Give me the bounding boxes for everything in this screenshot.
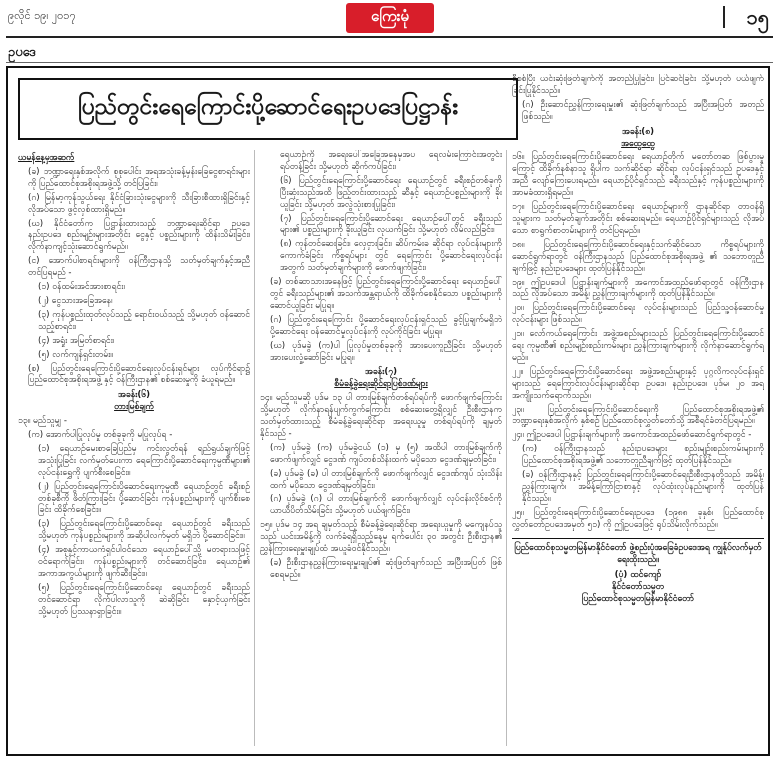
signatory-name: (ပုံ) ထင်ကျော် (614, 570, 662, 581)
list-item: (၆) ပြည်တွင်းရေကြောင်းပို့ဆောင်ရေး ရေယာဉ်တွင် ခရီးစဉ်တစ်ခုကို ပြီးဆုံးသည်အထိ ဖြည့်တင်းထားသည့် ဆီနှင့် ရေယာဉ်ပစ္စည်းများကို ခိုးယူခြင်း သို့မဟုတ် အလွဲသုံးစားပြုခြင်း၊ (280, 175, 502, 210)
paragraph: (ခ) ပုဒ်မခွဲ (ခ) ပါ တားမြစ်ချက်ကို ဖောက်ဖျက်လျှင် ငွေဒဏ်ကျပ် သုံးသိန်းထက် မပိုသော ငွေဒဏ်ချမှတ်ခြင်း၊ (270, 468, 502, 491)
section-paragraph: ၁၆။ ပြည်တွင်းရေကြောင်းပို့ဆောင်ရေး ရေယာဉ်တိုက် မတော်တဆ ဖြစ်ပွားမှုကြောင့် ထိခိုက်နစ်နာသူ ရှိပါက သက်ဆိုင်ရာ ဆိုင်ရာ လုပ်ငန်းရှင်သည် ဥပဒေနှင့်အညီ လျော်ကြေးပေးရမည်။ ရေယာဉ်ပိုင်ရှင်သည် ခရီးသည်နှင့် ကုန်ပစ္စည်းများကို အာမခံထားရှိရမည်။ (512, 152, 764, 199)
paragraph: (ခ) တစ်ဆာသားအနေဖြင့် ပြည်တွင်းရေကြောင်းပို့ဆောင်ရေး ရေယာဉ်ပေါ်တွင် ခရီးသည်များ၏ အသက်အန္တရာယ်ကို ထိခိုက်စေနိုင်သော ပစ္စည်းများကို ဆောင်ယူခြင်း မပြုရ။ (270, 277, 502, 311)
paragraph: (င) အောက်ပါစာရင်းများကို ဝန်ကြီးဌာနသို့ သတ်မှတ်ချက်နှင့်အညီ တင်ပြရမည် - (28, 256, 250, 279)
paragraph: (ဃ) ပုဒ်မခွဲ (က)ပါ ပြုလုပ်မှုတစ်ခုခုကို အားပေးကူညီခြင်း သို့မဟုတ် အားပေးလှုံ့ဆော်ခြင်း မပြုရ။ (270, 340, 502, 363)
article-column-3 (512, 74, 764, 750)
list-item: (၁) ဝန်ထမ်းအင်အားစာရင်း၊ (38, 282, 125, 293)
column-divider (254, 150, 255, 746)
section-label: ဥပဒေ (8, 45, 36, 60)
paragraph: (ခ) ဘဏ္ဍာရေးနှစ်အလိုက် စုစုပေါင်း အရအသုံးခန့်မှန်းခြေငွေစာရင်းများကို ပြည်ထောင်စုအစိုးရအဖွဲ့သို့ တင်ပြခြင်း၊ (28, 166, 250, 189)
signatory-country: ပြည်ထောင်စုသမ္မတမြန်မာနိုင်ငံတော် (581, 594, 695, 605)
section-paragraph: ၁၃။ မည်သူမျှ - (18, 416, 67, 427)
page-number-divider (723, 6, 725, 28)
list-item: (၅) လက်ကျန်ရှင်းတမ်း။ (38, 349, 113, 360)
list-item: (၅) ပြည်တွင်းရေကြောင်းပို့ဆောင်ရေး ရေယာဉ်တွင် ခရီးသည်တင်ဆောင်ရာ လိုက်ပါလာသူကို ဆဲဆိုခြင်း နှောင့်ယှက်ခြင်း သို့မဟုတ် ပြဿနာရှာခြင်း။ (38, 582, 250, 617)
section-paragraph: ၂၄။ ဤဥပဒေပါ ပြဋ္ဌာန်းချက်များကို အကောင်အထည်ဖော်ဆောင်ရွက်ရာတွင် - (512, 430, 752, 441)
paragraph: (ဂ) ပုဒ်မခွဲ (ဂ) ပါ တားမြစ်ချက်ကို ဖောက်ဖျက်လျှင် လုပ်ငန်းလိုင်စင်ကို ယာယီပိတ်သိမ်းခြင်း သို့မဟုတ် ပယ်ဖျက်ခြင်း၊ (270, 494, 502, 517)
paragraph: (ခ) ဦးစီးဌာနညွှန်ကြားရေးမှူးချုပ်၏ ဆုံးဖြတ်ချက်သည် အပြီးအပြတ် ဖြစ်စေရမည်။ (270, 558, 502, 580)
section-paragraph: ၂၃။ ပြည်တွင်းရေကြောင်းပို့ဆောင်ရေးကို ပြည်ထောင်စုအစိုးရအဖွဲ့၏ ဘဏ္ဍာရေးနှစ်အလိုက် နှစ်စဉ် ပြည်ထောင်စုလွှတ်တော်သို့ အစီရင်ခံတင်ပြရမည်။ (512, 404, 764, 427)
section-paragraph: ၂၅။ ပြည်တွင်းရေကြောင်းပို့ဆောင်ရေးဥပဒေ (၁၉၈၈ ခုနှစ်၊ ပြည်ထောင်စုလွှတ်တော်ဥပဒေအမှတ် ၅၁) ကို ဤဥပဒေဖြင့် ရုပ်သိမ်းလိုက်သည်။ (512, 507, 764, 530)
chapter-heading (18, 390, 250, 414)
chapter-number: အခန်း(၈) (621, 126, 655, 137)
issue-date: ၉လိုင် ၁၉၊ ၂၀၁၇ (8, 9, 76, 22)
chapter-number: အခန်း(၇) (364, 367, 398, 378)
paragraph: (ဂ) ပြည်တွင်းရေကြောင်း ပို့ဆောင်ရေးလုပ်ငန်းရှင်သည် ခွင့်ပြုချက်မရှိဘဲ ပို့ဆောင်ရေး ဝန်ဆောင်မှုလုပ်ငန်းကို လုပ်ကိုင်ခြင်း မပြုရ။ (270, 314, 502, 337)
list-item: (၄) အစုနှင့်ကာယကံရှင်ပါဝင်သော ရေယာဉ်ပေါ်သို့ မတရားသဖြင့် ဝင်ရောက်ခြင်း၊ ကုန်ပစ္စည်းများကို တင်ဆောင်ခြင်း၊ ရေယာဉ်၏ အကာအကွယ်များကို ဖျက်ဆီးခြင်း။ (38, 545, 250, 579)
section-paragraph: ၁၉။ ဤဥပဒေပါ ပြဋ္ဌာန်းချက်များကို အကောင်အထည်ဖော်ရာတွင် ဝန်ကြီးဌာနသည် လိုအပ်သော အမိန့်၊ ညွှန်ကြားချက်များကို ထုတ်ပြန်နိုင်သည်။ (512, 277, 764, 300)
signature-preamble: ပြည်ထောင်စုသမ္မတမြန်မာနိုင်ငံတော် ဖွဲ့စည်းပုံအခြေခံဥပဒေအရ ကျွန်ုပ်လက်မှတ်ရေးထိုးသည်။ (514, 542, 762, 565)
list-item: (၄) အရှုံး အမြတ်စာရင်း၊ (38, 335, 115, 346)
paragraph: (က) ဝန်ကြီးဌာနသည် နည်းဥပဒေများ စည်းမျဉ်းစည်းကမ်းများကို ပြည်ထောင်စုအစိုးရအဖွဲ့၏ သဘောတူညီချက်ဖြင့် ထုတ်ပြန်နိုင်သည်။ (522, 444, 764, 467)
list-item: (၇) ပြည်တွင်းရေကြောင်းပို့ဆောင်ရေး ရေယာဉ်ပေါ်တွင် ခရီးသည်များ၏ ပစ္စည်းများကို ခိုးယူခြင်း လုယက်ခြင်း သို့မဟုတ် လိမ်လည်ခြင်း၊ (280, 213, 502, 236)
list-item: (၂) ငွေသားအခြေအနေ၊ (38, 295, 113, 306)
page-number: ၁၅ (746, 5, 769, 29)
paragraph: စီစစ်ပြီး ယင်းဆုံးဖြတ်ချက်ကို အတည်ပြုခြင်း၊ ပြင်ဆင်ခြင်း သို့မဟုတ် ပယ်ဖျက်ခြင်းပြုနိုင်သည်။ (512, 74, 764, 96)
list-item: (၂) ပြည်တွင်းရေကြောင်းပို့ဆောင်ရေးကုမ္ပဏီ ရေယာဉ်တွင် ခရီးစဉ်တစ်ခုစီကို ဖိတ်ကြားခြင်း ပို့ဆောင်ခြင်း ကုန်ပစ္စည်းများကို ပျက်စီးစေခြင်း ထိခိုက်စေခြင်း။ (38, 481, 250, 516)
article-column-2 (260, 150, 502, 750)
paragraph: (ခ) ဝန်ကြီးဌာနနှင့် ပြည်တွင်းရေကြောင်းပို့ဆောင်ရေးဦးစီးဌာနတို့သည် အမိန့်၊ ညွှန်ကြားချက်၊ အမိန့်ကြော်ငြာစာနှင့် လုပ်ထုံးလုပ်နည်းများကို ထုတ်ပြန်နိုင်သည်။ (522, 470, 764, 504)
chapter-heading (260, 367, 502, 391)
list-item: (၃) ကုန်ပစ္စည်းထုတ်လုပ်သည့် ရောင်းဝယ်သည့် သို့မဟုတ် ဝန်ဆောင်သည့်စာရင်း၊ (38, 309, 250, 332)
list-item: (၈) ကုန်တင်ဆေးခြင်း၊ လှေငှားခြင်း၊ ဆိပ်ကမ်းခ ဆိုင်ရာ လုပ်ငန်းများကို ကောက်ခံခြင်း ကိစ္စရပ်များ တွင် ရေကြောင်း ပို့ဆောင်ရေးလုပ်ငန်းအတွက် သတ်မှတ်ချက်များကို ဖောက်ဖျက်ခြင်း၊ (280, 239, 502, 274)
article-column-1 (18, 150, 250, 750)
section-paragraph: ၁၇။ ပြည်တွင်းရေကြောင်းပို့ဆောင်ရေး ရေယာဉ်များကို ဌာနဆိုင်ရာ တာဝန်ရှိသူများက သတ်မှတ်ချက်အတိုင်း စစ်ဆေးရမည်။ ရေယာဉ်ပိုင်ရှင်များသည် လိုအပ်သော စာရွက်စာတမ်းများကို တင်ပြရမည်။ (512, 202, 764, 236)
paragraph: (ဃ) နိုင်ငံတော်က ပြဋ္ဌာန်းထားသည့် ဘဏ္ဍာရေးဆိုင်ရာ ဥပဒေ နည်းဥပဒေ စည်းမျဉ်းများအတိုင်း ငွေနှင့် ပစ္စည်းများကို ထိန်းသိမ်းခြင်း၊ လိုက်နာကျင့်သုံးဆောင်ရွက်မည်။ (28, 218, 250, 253)
section-paragraph: ၂၀။ ပြည်တွင်းရေကြောင်းပို့ဆောင်ရေး လုပ်ငန်းများသည် ပြည်သူ့ဝန်ဆောင်မှုလုပ်ငန်းများ ဖြစ်သည်။ (512, 303, 764, 326)
paragraph: (ဂ) ဦးဆောင်ညွှန်ကြားရေးမှူး၏ ဆုံးဖြတ်ချက်သည် အပြီးအပြတ် အတည်ဖြစ်သည်။ (522, 99, 764, 122)
signature-rule (512, 538, 764, 539)
section-paragraph: ၁၄။ မည်သူမဆို ပုဒ်မ ၁၃ ပါ တားမြစ်ချက်တစ်ရပ်ရပ်ကို ဖောက်ဖျက်ကြောင်း သို့မဟုတ် လိုက်နာရန်ပျက်ကွက်ကြောင်း စစ်ဆေးတွေ့ရှိလျှင် ဦးစီးဌာနက သတ်မှတ်ထားသည့် စီမံခန့်ခွဲရေးဆိုင်ရာ အရေးယူမှု တစ်ရပ်ရပ်ကို ချမှတ်နိုင်သည် - (260, 393, 502, 439)
paragraph: (က) ပုဒ်မခွဲ (က) ပုဒ်မခွဲငယ် (၁) မှ (၅) အထိပါ တားမြစ်ချက်ကို ဖောက်ဖျက်လျှင် ငွေဒဏ် ကျပ်တစ်သိန်းထက် မပိုသော ငွေဒဏ်ချမှတ်ခြင်း၊ (270, 442, 502, 465)
chapter-subtitle: အထွေထွေ (621, 138, 655, 149)
section-paragraph: ၂၁။ လော်ကယ်ရေကြောင်း အဖွဲ့အစည်းများသည် ပြည်တွင်းရေကြောင်းပို့ဆောင်ရေး ကုမ္ပဏီ၏ စည်းမျဉ်းစည်းကမ်းများ ညွှန်ကြားချက်များကို လိုက်နာဆောင်ရွက်ရမည်။ (512, 329, 764, 363)
section-paragraph: ၂၂။ ပြည်တွင်းရေကြောင်းပို့ဆောင်ရေး အဖွဲ့အစည်းများနှင့် ပုဂ္ဂလိကလုပ်ငန်းရှင်များသည် ရေကြောင်းလုပ်ငန်းများဆိုင်ရာ ဥပဒေ၊ နည်းဥပဒေ၊ ပုဒ်မ၊ ၂၀ အရ အကျိုးသက်ရောက်သည်။ (512, 366, 764, 401)
section-paragraph: ၁၈။ ပြည်တွင်းရေကြောင်းပို့ဆောင်ရေးနှင့်သက်ဆိုင်သော ကိစ္စရပ်များကို ဆောင်ရွက်ရာတွင် ဝန်ကြီးဌာနသည် ပြည်ထောင်စုအစိုးရအဖွဲ့ ၏ သဘောတူညီချက်ဖြင့် နည်းဥပဒေများ ထုတ်ပြန်နိုင်သည်။ (512, 239, 764, 274)
newspaper-masthead: ကြေးမုံ (346, 3, 434, 33)
signature-block (512, 570, 764, 606)
paragraph: (စ) ပြည်တွင်းရေကြောင်းပို့ဆောင်ရေးလုပ်ငန်းရှင်များ လုပ်ကိုင်ရာ၌ ပြည်ထောင်စုအစိုးရအဖွဲ့ နှင့် ဝန်ကြီးဌာန၏ စစ်ဆေးမှုကို ခံယူရမည်။ (28, 363, 250, 386)
list-item: (၁) ရေယာဉ်မေးစာခြေပြည်မှ ကင်းလွတ်ရန် ရည်ရွယ်ချက်ဖြင့် အသုံးပြုခြင်း လက်မှတ်ပေးကာ ရေကြောင်းပို့ဆောင်ရေးကုမ္ပဏီများ၏ လုပ်ငန်းရွှေကို ပျက်စီးစေခြင်း။ (38, 443, 250, 478)
list-item: ရေယာဉ်ကို အရေးပေါ်အခြေအနေမှအပ ရေလမ်းကြောင်းအတွင်း ရပ်တန့်ခြင်း သို့မဟုတ် ဆိုက်ကပ်ခြင်း၊ (280, 150, 502, 172)
section-paragraph: ၁၅။ ပုဒ်မ ၁၄ အရ ချမှတ်သည့် စီမံခန့်ခွဲရေးဆိုင်ရာ အရေးယူမှုကို မကျေနပ်သူသည် ယင်းအမိန့်ကို လက်ခံရရှိသည့်နေ့မှ ရက်ပေါင်း ၃၀ အတွင်း ဦးစီးဌာန၏ ညွှန်ကြားရေးမှူးချုပ်ထံ အယူခံဝင်နိုင်သည်။ (260, 520, 502, 555)
signatory-role: နိုင်ငံတော်သမ္မတ (611, 582, 665, 593)
paragraph: (ဂ) မြန်မာ့ကုန်သွယ်ရေး နိုင်ငံခြားသုံးငွေများကို သီးခြားစီထားရှိခြင်းနှင့် လိုအပ်သော ဖွင့်လှစ်ထားရှိမည်။ (28, 192, 250, 215)
chapter-heading (512, 127, 764, 151)
chapter-subtitle: စီမံခန့်ခွဲရေးဆိုင်ရာပြစ်ဒဏ်များ (334, 379, 428, 390)
header-rule (6, 36, 773, 38)
section-rule (6, 62, 773, 63)
chapter-number: အခန်း(၆) (117, 390, 151, 401)
list-item: (၃) ပြည်တွင်းရေကြောင်းပို့ဆောင်ရေး ရေယာဉ်တွင် ခရီးသည် သို့မဟုတ် ကုန်ပစ္စည်းများကို အဆိုပါလက်မှတ် မရှိဘဲ ပို့ဆောင်ခြင်း။ (38, 519, 250, 542)
article-title: ပြည်တွင်းရေကြောင်းပို့ဆောင်ရေးဥပဒေပြဋ္ဌာန်း (18, 78, 518, 140)
column-divider (506, 150, 507, 746)
page-header (0, 0, 779, 38)
continued-label: ယမန်နေ့မှအဆက် (18, 153, 75, 163)
chapter-subtitle: တားမြစ်ချက် (114, 402, 154, 413)
article-frame (6, 66, 770, 756)
paragraph: (က) အောက်ပါပြုလုပ်မှု တစ်ခုခုကို မပြုလုပ်ရ - (28, 430, 173, 441)
